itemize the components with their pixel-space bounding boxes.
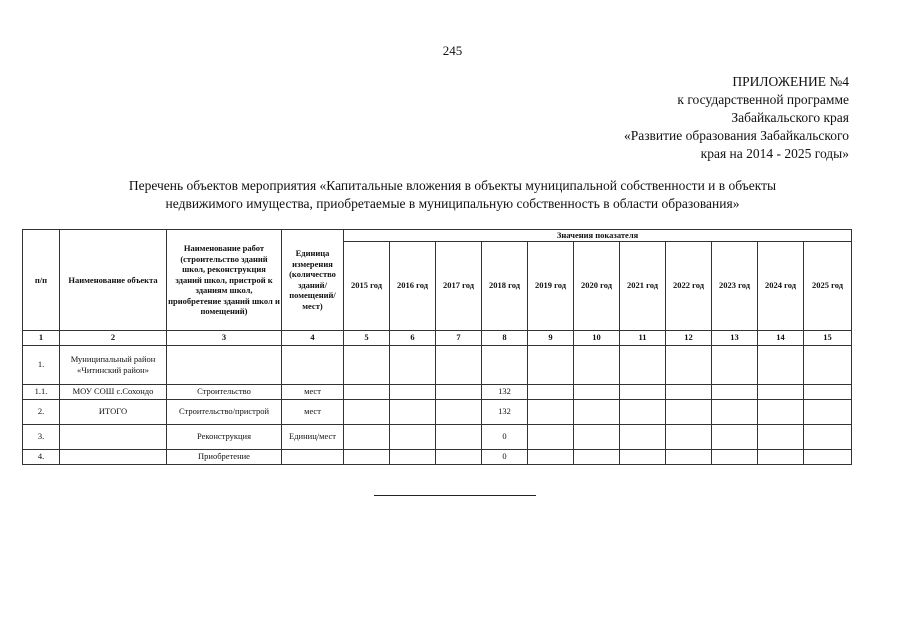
table-row — [23, 449, 852, 464]
cell-unit: мест — [282, 399, 344, 424]
cell-value — [804, 424, 852, 449]
column-number: 3 — [167, 330, 282, 345]
column-number: 6 — [390, 330, 436, 345]
cell-value — [666, 424, 712, 449]
cell-value — [758, 399, 804, 424]
header-unit: Единица измерения (количество зданий/помещений/мест) — [282, 230, 344, 331]
column-number: 1 — [23, 330, 60, 345]
cell-value — [528, 424, 574, 449]
cell-value — [620, 384, 666, 399]
cell-value — [436, 399, 482, 424]
cell-object: Муниципальный район «Читинский район» — [60, 345, 167, 384]
cell-work: Строительство — [167, 384, 282, 399]
cell-value — [758, 424, 804, 449]
cell-value — [620, 399, 666, 424]
cell-value — [436, 345, 482, 384]
cell-value — [758, 449, 804, 464]
header-works: Наименование работ (строительство зданий школ, реконструкция зданий школ, пристрой к зданиям школ, приобретение зданий школ и помещений) — [167, 230, 282, 331]
cell-value — [528, 449, 574, 464]
cell-value — [390, 424, 436, 449]
cell-value — [436, 424, 482, 449]
cell-value — [390, 345, 436, 384]
cell-value — [574, 399, 620, 424]
cell-value — [528, 384, 574, 399]
page-number: 245 — [442, 43, 463, 58]
cell-value — [712, 449, 758, 464]
column-numbers-row — [23, 330, 852, 345]
cell-value — [344, 424, 390, 449]
title-line: недвижимого имущества, приобретаемые в муниципальную собственность в области образования» — [165, 196, 740, 211]
cell-num: 3. — [23, 424, 60, 449]
cell-value: 132 — [482, 399, 528, 424]
column-number: 14 — [758, 330, 804, 345]
table-row — [23, 384, 852, 399]
table-row — [23, 399, 852, 424]
header-year: 2024 год — [758, 241, 804, 330]
header-object: Наименование объекта — [60, 230, 167, 331]
cell-work: Приобретение — [167, 449, 282, 464]
header-year: 2018 год — [482, 241, 528, 330]
header-year: 2025 год — [804, 241, 852, 330]
cell-value — [666, 399, 712, 424]
cell-num: 1. — [23, 345, 60, 384]
title-line: Перечень объектов мероприятия «Капитальные вложения в объекты муниципальной собственности и в объекты — [128, 178, 777, 193]
appendix-line: края на 2014 - 2025 годы» — [700, 146, 849, 161]
cell-value — [436, 384, 482, 399]
document-title — [60, 177, 845, 213]
cell-unit — [282, 345, 344, 384]
cell-value — [804, 384, 852, 399]
appendix-line: к государственной программе — [677, 92, 849, 107]
cell-object: МОУ СОШ с.Сохондо — [60, 384, 167, 399]
header-year: 2021 год — [620, 241, 666, 330]
cell-value — [666, 345, 712, 384]
header-indicators: Значения показателя — [344, 230, 852, 242]
cell-value — [620, 424, 666, 449]
appendix-line: Забайкальского края — [731, 110, 849, 125]
header-num: п/п — [23, 230, 60, 331]
column-number: 8 — [482, 330, 528, 345]
cell-value — [574, 384, 620, 399]
cell-value — [390, 399, 436, 424]
column-number: 12 — [666, 330, 712, 345]
cell-unit: Единиц/мест — [282, 424, 344, 449]
header-year: 2016 год — [390, 241, 436, 330]
cell-value — [804, 399, 852, 424]
cell-unit — [282, 449, 344, 464]
appendix-line: «Развитие образования Забайкальского — [623, 128, 849, 143]
cell-work: Строительство/пристрой — [167, 399, 282, 424]
header-year: 2015 год — [344, 241, 390, 330]
cell-num: 2. — [23, 399, 60, 424]
cell-value — [574, 345, 620, 384]
cell-value — [712, 399, 758, 424]
cell-value — [712, 384, 758, 399]
cell-work: Реконструкция — [167, 424, 282, 449]
cell-value — [574, 424, 620, 449]
table-row — [23, 424, 852, 449]
cell-unit: мест — [282, 384, 344, 399]
column-number: 15 — [804, 330, 852, 345]
column-number: 10 — [574, 330, 620, 345]
cell-value — [758, 384, 804, 399]
cell-value — [666, 449, 712, 464]
column-number: 13 — [712, 330, 758, 345]
cell-value — [344, 384, 390, 399]
cell-value: 0 — [482, 424, 528, 449]
cell-value — [436, 449, 482, 464]
column-number: 9 — [528, 330, 574, 345]
cell-value — [804, 345, 852, 384]
column-number: 4 — [282, 330, 344, 345]
column-number: 7 — [436, 330, 482, 345]
cell-value — [712, 424, 758, 449]
cell-value — [574, 449, 620, 464]
cell-object — [60, 424, 167, 449]
cell-object — [60, 449, 167, 464]
cell-value — [344, 399, 390, 424]
appendix-header — [624, 73, 849, 163]
header-year: 2022 год — [666, 241, 712, 330]
cell-num: 1.1. — [23, 384, 60, 399]
cell-value — [482, 345, 528, 384]
cell-object: ИТОГО — [60, 399, 167, 424]
column-number: 5 — [344, 330, 390, 345]
table-body — [23, 345, 852, 464]
cell-num: 4. — [23, 449, 60, 464]
cell-value — [620, 345, 666, 384]
appendix-line: ПРИЛОЖЕНИЕ №4 — [732, 74, 849, 89]
cell-value — [666, 384, 712, 399]
cell-value — [712, 345, 758, 384]
signature-line — [374, 495, 536, 496]
cell-value — [758, 345, 804, 384]
header-year: 2017 год — [436, 241, 482, 330]
objects-table — [22, 229, 852, 465]
cell-value: 132 — [482, 384, 528, 399]
cell-value — [620, 449, 666, 464]
header-year: 2019 год — [528, 241, 574, 330]
cell-value — [344, 345, 390, 384]
cell-value — [390, 449, 436, 464]
header-year: 2023 год — [712, 241, 758, 330]
table-row — [23, 345, 852, 384]
column-number: 11 — [620, 330, 666, 345]
cell-value: 0 — [482, 449, 528, 464]
cell-work — [167, 345, 282, 384]
cell-value — [390, 384, 436, 399]
column-number: 2 — [60, 330, 167, 345]
header-year: 2020 год — [574, 241, 620, 330]
cell-value — [344, 449, 390, 464]
cell-value — [804, 449, 852, 464]
cell-value — [528, 399, 574, 424]
cell-value — [528, 345, 574, 384]
